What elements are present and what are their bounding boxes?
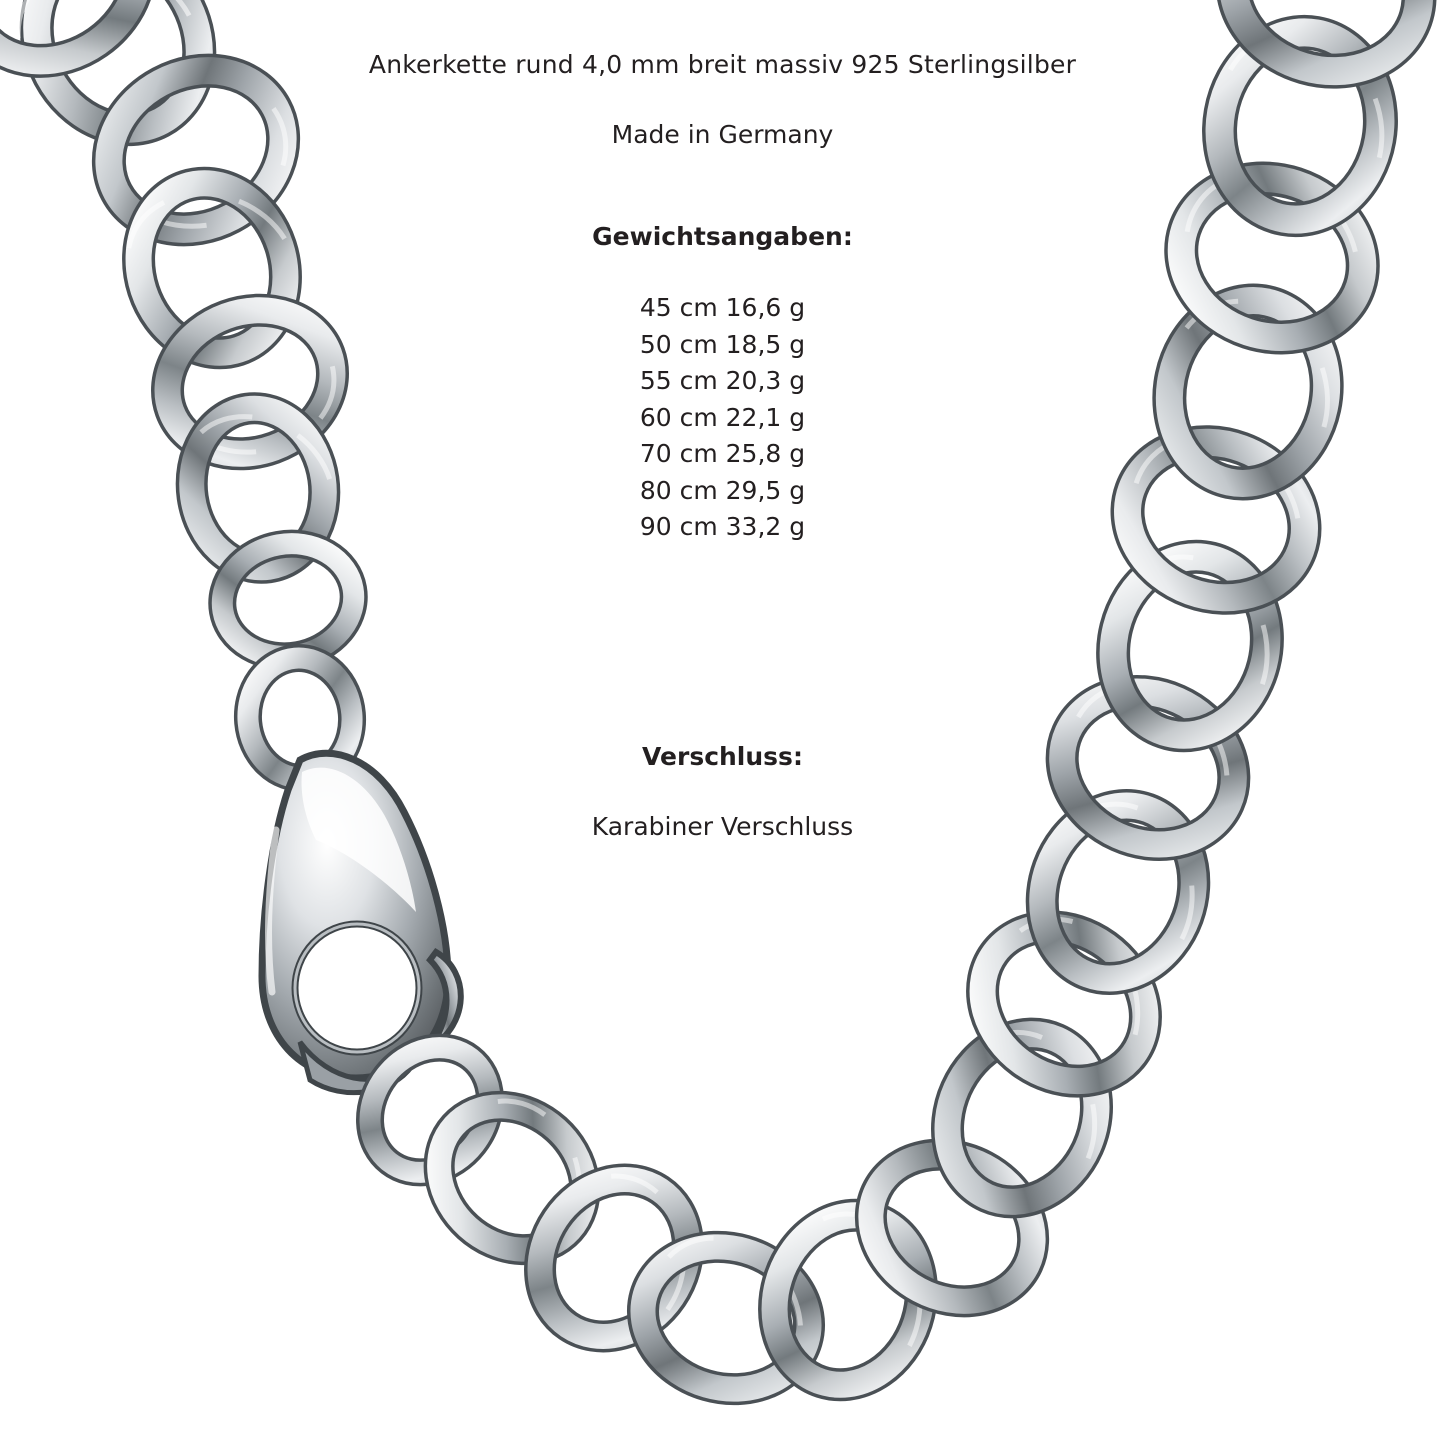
product-title: Ankerkette rund 4,0 mm breit massiv 925 Sterlingsilber <box>368 50 1077 79</box>
clasp-value: Karabiner Verschluss <box>591 812 854 841</box>
origin-label: Made in Germany <box>611 120 834 149</box>
weight-row: 55 cm 20,3 g <box>639 366 806 395</box>
weight-row: 50 cm 18,5 g <box>639 329 806 359</box>
clasp-heading: Verschluss: <box>642 742 803 771</box>
weight-row: 60 cm 22,1 g <box>639 402 806 432</box>
weights-list <box>0 290 1445 546</box>
weight-row: 90 cm 33,2 g <box>639 512 806 541</box>
weight-row: 45 cm 16,6 g <box>639 293 806 322</box>
weights-heading: Gewichtsangaben: <box>592 222 853 251</box>
weight-row: 80 cm 29,5 g <box>639 475 806 505</box>
weight-row: 70 cm 25,8 g <box>639 439 806 468</box>
